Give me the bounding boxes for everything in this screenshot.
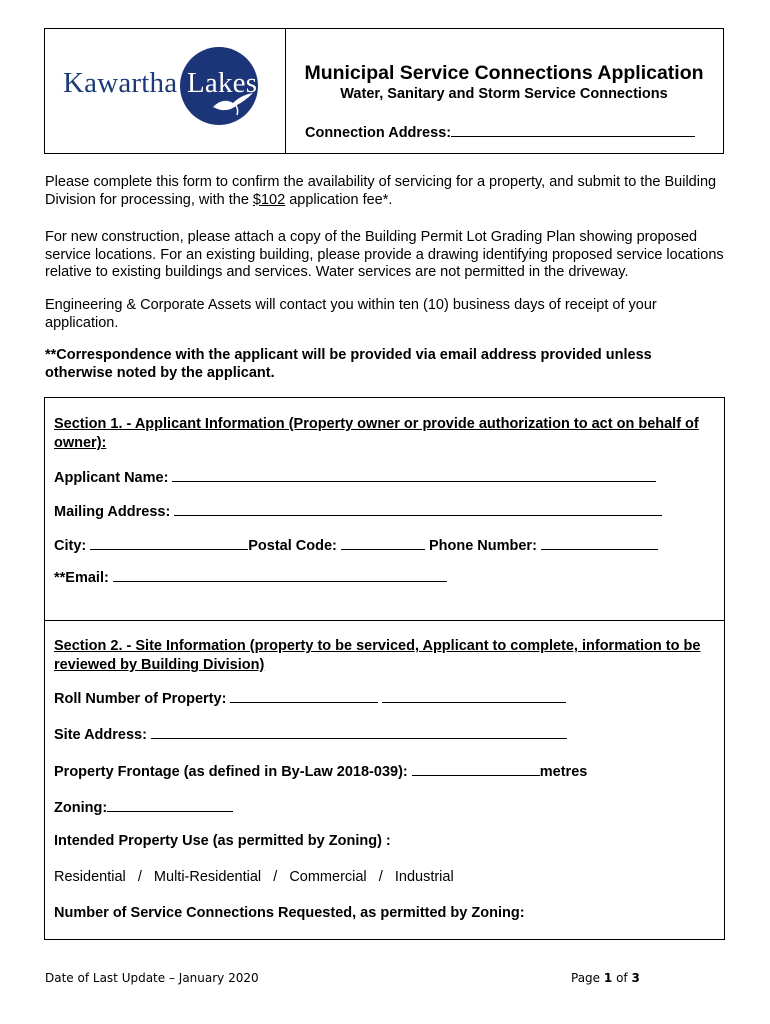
page-subtitle: Water, Sanitary and Storm Service Connections (340, 86, 668, 102)
email-field[interactable]: **Email: (54, 567, 447, 586)
postal-code-line[interactable] (341, 535, 425, 550)
connection-address-line[interactable] (451, 122, 695, 137)
roll-number-line-1[interactable] (230, 688, 378, 703)
mailing-address-field[interactable]: Mailing Address: (54, 501, 662, 520)
section-1 (44, 397, 725, 621)
phone-number-line[interactable] (541, 535, 658, 550)
city-line[interactable] (90, 535, 248, 550)
page-indicator: Page 1 of 3 (571, 971, 640, 985)
section-2-title: Section 2. - Site Information (property to be serviced, Applicant to complete, information to be reviewed by Building Division) (54, 638, 701, 673)
application-fee: $102 (252, 191, 286, 208)
connection-address-label: Connection Address: (305, 125, 452, 141)
site-address-field[interactable]: Site Address: (54, 724, 567, 743)
header-box (44, 28, 724, 154)
section-2 (44, 620, 725, 940)
logo (45, 29, 286, 153)
applicant-name-line[interactable] (172, 467, 656, 482)
page-total: 3 (631, 971, 640, 985)
roll-number-line-2[interactable] (382, 688, 566, 703)
intended-use-options[interactable]: Residential / Multi-Residential / Commercial / Industrial (54, 869, 454, 885)
logo-text-lakes: Lakes (187, 67, 258, 99)
correspondence-note: **Correspondence with the applicant will be provided via email address provided unless otherwise noted by the applicant. (45, 347, 652, 381)
intro-paragraph-2: For new construction, please attach a copy of the Building Permit Lot Grading Plan showing proposed service locations. For an existing building, please provide a drawing identifying proposed service locations relative to existing buildings and services. Water services are not permitted in the driveway. (45, 229, 724, 280)
page-number: 1 (603, 971, 613, 985)
property-frontage-line[interactable] (412, 761, 540, 776)
logo-text-kawartha: Kawartha (63, 67, 178, 99)
section-1-title: Section 1. - Applicant Information (Property owner or provide authorization to act on behalf of owner): (54, 416, 699, 451)
mailing-address-line[interactable] (174, 501, 662, 516)
zoning-field[interactable]: Zoning: (54, 797, 233, 816)
applicant-name-field[interactable]: Applicant Name: (54, 467, 656, 486)
site-address-line[interactable] (151, 724, 567, 739)
last-update-date: Date of Last Update – January 2020 (45, 971, 259, 985)
city-postal-phone-row[interactable]: City: Postal Code: Phone Number: (54, 535, 658, 554)
title-block (285, 29, 723, 153)
intro-paragraph-1: Please complete this form to confirm the availability of servicing for a property, and submit to the Building Division for processing, with the $102 application fee*. (45, 174, 717, 208)
email-line[interactable] (113, 567, 447, 582)
connection-address-field[interactable] (305, 122, 695, 141)
bird-icon (211, 91, 255, 117)
property-frontage-field[interactable]: Property Frontage (as defined in By-Law 2018-039): metres (54, 761, 587, 780)
service-connections-label: Number of Service Connections Requested, as permitted by Zoning: (54, 905, 525, 921)
intro-paragraph-3: Engineering & Corporate Assets will contact you within ten (10) business days of receipt of your application. (45, 297, 657, 331)
page-title: Municipal Service Connections Application (304, 62, 704, 84)
intended-use-label: Intended Property Use (as permitted by Zoning) : (54, 833, 391, 849)
roll-number-field[interactable]: Roll Number of Property: (54, 688, 566, 707)
zoning-line[interactable] (107, 797, 233, 812)
